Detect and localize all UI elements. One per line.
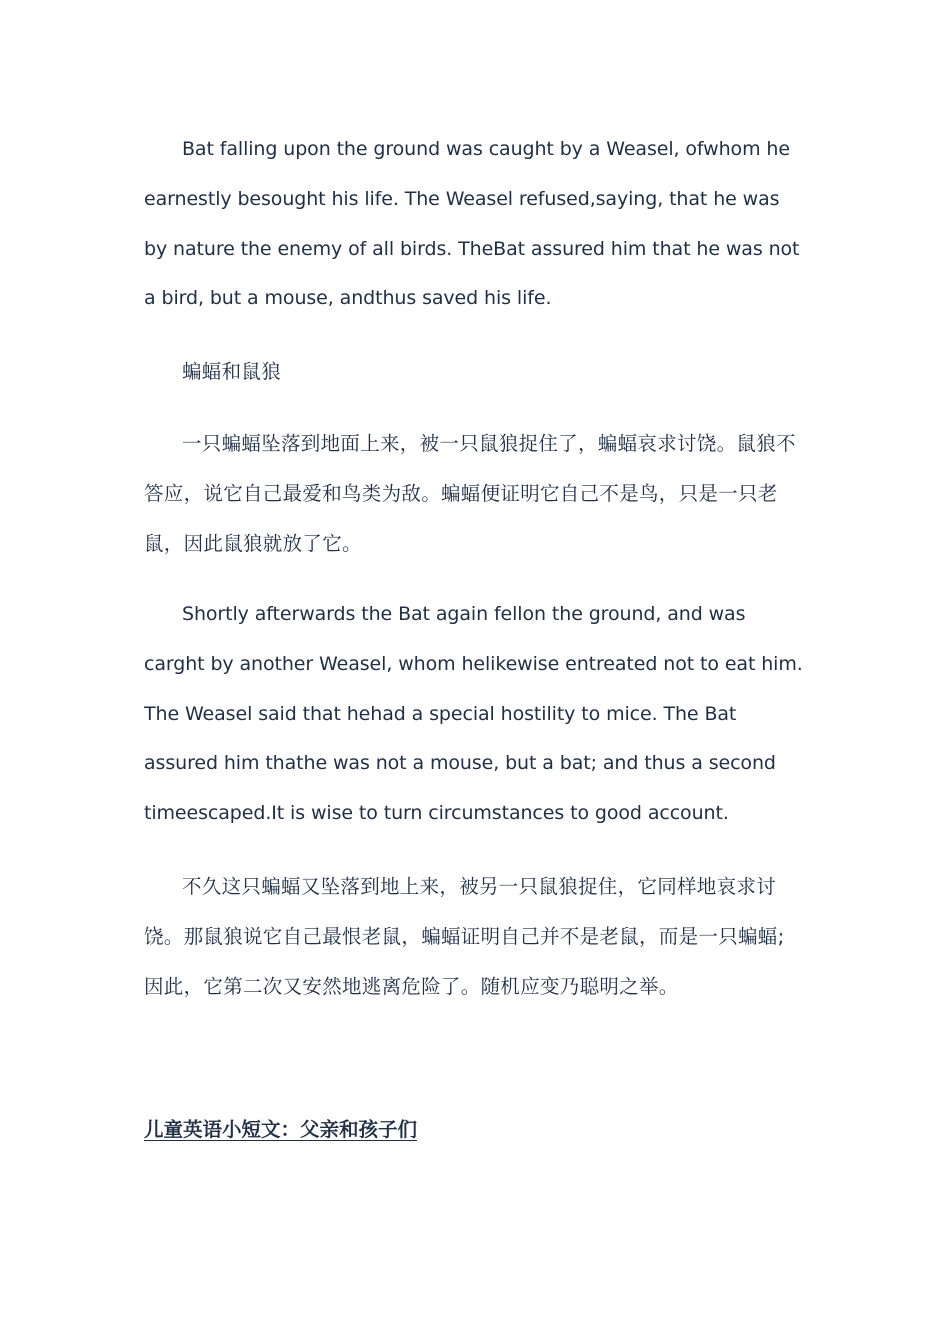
chinese-paragraph-2: 不久这只蝙蝠又坠落到地上来，被另一只鼠狼捉住，它同样地哀求讨饶。那鼠狼说它自己最恨老鼠，蝙蝠证明自己并不是老鼠，而是一只蝙蝠;因此，它第二次又安然地逃离危险了。随机应变乃聪明之举。: [144, 875, 785, 998]
english-paragraph-2: Shortly afterwards the Bat again fellon the ground, and was carght by another Weasel, whom helikewise entreated not to eat him. The Weasel said that hehad a special hostility to mice. The Bat assured him thathe was not a mouse, but a bat; and thus a second timeescaped.It is wise to turn circumstances to good account.: [144, 603, 803, 825]
chinese-title: 蝙蝠和鼠狼: [182, 360, 282, 383]
next-article-heading-link[interactable]: 儿童英语小短文：父亲和孩子们: [144, 1118, 418, 1141]
chinese-paragraph-1: 一只蝙蝠坠落到地面上来，被一只鼠狼捉住了，蝙蝠哀求讨饶。鼠狼不答应，说它自己最爱和鸟类为敌。蝙蝠便证明它自己不是鸟，只是一只老鼠，因此鼠狼就放了它。: [144, 432, 796, 555]
english-paragraph-1: Bat falling upon the ground was caught by a Weasel, ofwhom he earnestly besought his life. The Weasel refused,saying, that he was by nature the enemy of all birds. TheBat assured him that he was not a bird, but a mouse, andthus saved his life.: [144, 138, 800, 310]
